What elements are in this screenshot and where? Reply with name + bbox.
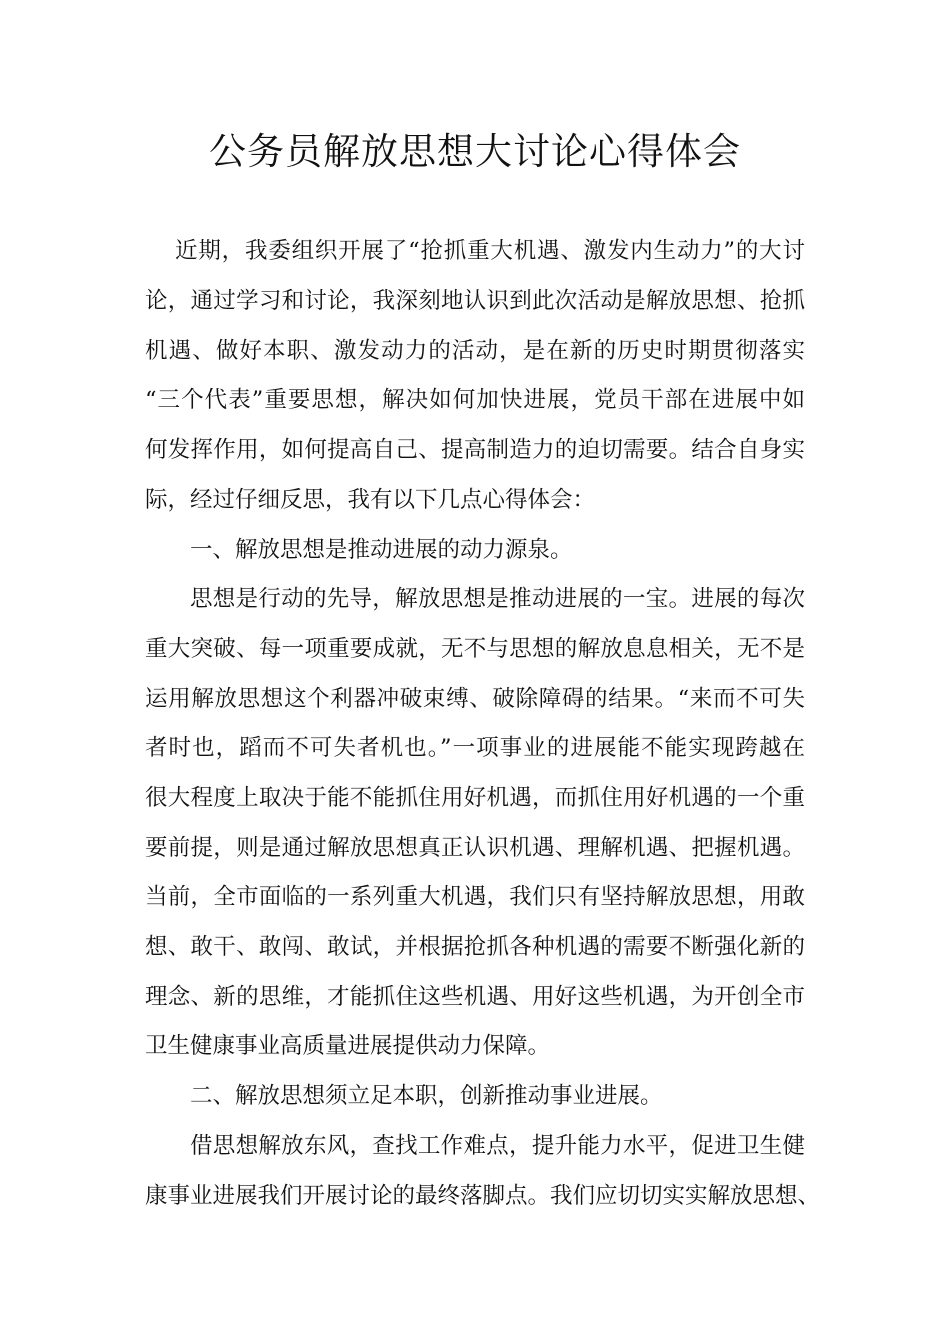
section-heading: 二、解放思想须立足本职，创新推动事业进展。 [190,1083,663,1109]
paragraph-line: 想、敢干、敢闯、敢试，并根据抢抓各种机遇的需要不断强化新的 [145,934,805,960]
paragraph-line: 者时也，蹈而不可失者机也。”一项事业的进展能不能实现跨越在 [145,735,805,761]
paragraph-line: 机遇、做好本职、激发动力的活动，是在新的历史时期贯彻落实 [145,338,805,364]
paragraph-line: 借思想解放东风，查找工作难点，提升能力水平，促进卫生健 [190,1133,805,1159]
section-heading: 一、解放思想是推动进展的动力源泉。 [190,537,573,563]
paragraph-line: 很大程度上取决于能不能抓住用好机遇，而抓住用好机遇的一个重 [145,785,805,811]
paragraph-line: 康事业进展我们开展讨论的最终落脚点。我们应切切实实解放思想、 [145,1183,821,1209]
paragraph-line: “三个代表”重要思想，解决如何加快进展，党员干部在进展中如 [145,387,805,413]
paragraph-line: 要前提，则是通过解放思想真正认识机遇、理解机遇、把握机遇。 [145,835,805,861]
paragraph-line: 理念、新的思维，才能抓住这些机遇、用好这些机遇，为开创全市 [145,984,805,1010]
paragraph-line: 重大突破、每一项重要成就，无不与思想的解放息息相关，无不是 [145,636,805,662]
document-title: 公务员解放思想大讨论心得体会 [209,130,741,173]
paragraph-line: 运用解放思想这个利器冲破束缚、破除障碍的结果。“来而不可失 [145,686,805,712]
paragraph-line: 论，通过学习和讨论，我深刻地认识到此次活动是解放思想、抢抓 [145,288,805,314]
paragraph-line: 际，经过仔细反思，我有以下几点心得体会： [145,487,596,513]
paragraph-line: 卫生健康事业高质量进展提供动力保障。 [145,1033,551,1059]
paragraph-line: 何发挥作用，如何提高自己、提高制造力的迫切需要。结合自身实 [145,437,805,463]
paragraph-line: 近期，我委组织开展了“抢抓重大机遇、激发内生动力”的大讨 [175,238,805,264]
paragraph-line: 当前，全市面临的一系列重大机遇，我们只有坚持解放思想，用敢 [145,884,805,910]
paragraph-line: 思想是行动的先导，解放思想是推动进展的一宝。进展的每次 [190,586,805,612]
